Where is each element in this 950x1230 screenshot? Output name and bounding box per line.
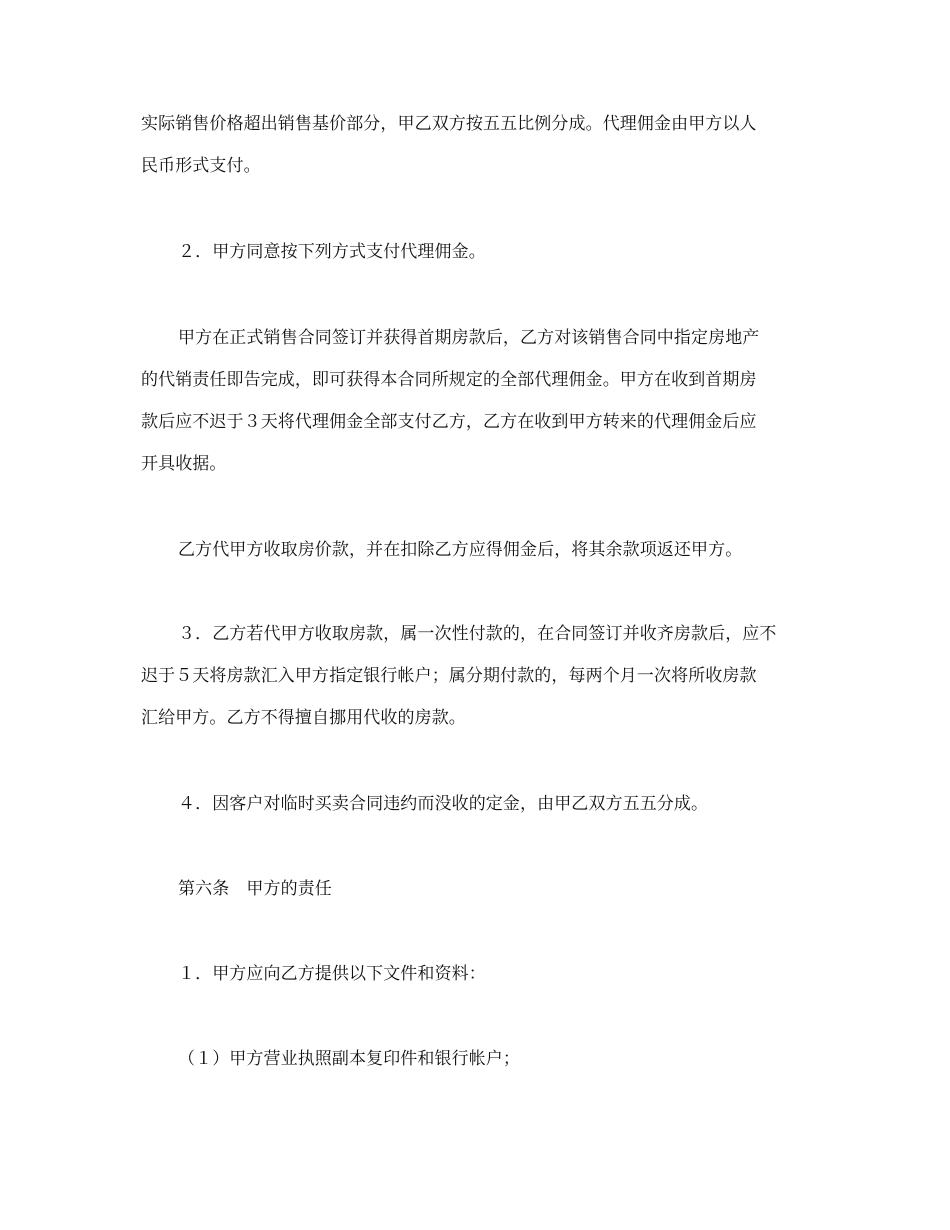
paragraph-3-line-4: 开具收据。 xyxy=(141,454,227,474)
paragraph-9-line-1: （１）甲方营业执照副本复印件和银行帐户； xyxy=(178,1049,520,1069)
paragraph-5-line-2: 迟于５天将房款汇入甲方指定银行帐户；属分期付款的，每两个月一次将所收房款 xyxy=(141,666,757,686)
paragraph-3-line-3: 款后应不迟于３天将代理佣金全部支付乙方，乙方在收到甲方转来的代理佣金后应 xyxy=(141,412,757,432)
paragraph-1-line-1: 实际销售价格超出销售基价部分，甲乙双方按五五比例分成。代理佣金由甲方以人 xyxy=(141,114,757,134)
paragraph-2-line-1: ２．甲方同意按下列方式支付代理佣金。 xyxy=(178,242,486,262)
paragraph-4-line-1: 乙方代甲方收取房价款，并在扣除乙方应得佣金后，将其余款项返还甲方。 xyxy=(178,540,743,560)
section-heading-article-6: 第六条 甲方的责任 xyxy=(178,879,332,899)
paragraph-5-line-1: ３．乙方若代甲方收取房款，属一次性付款的，在合同签订并收齐房款后，应不 xyxy=(178,624,777,644)
paragraph-1-line-2: 民币形式支付。 xyxy=(141,156,261,176)
paragraph-8-line-1: １．甲方应向乙方提供以下文件和资料： xyxy=(178,964,486,984)
paragraph-3-line-1: 甲方在正式销售合同签订并获得首期房款后，乙方对该销售合同中指定房地产 xyxy=(178,328,760,348)
paragraph-5-line-3: 汇给甲方。乙方不得擅自挪用代收的房款。 xyxy=(141,708,466,728)
paragraph-6-line-1: ４．因客户对临时买卖合同违约而没收的定金，由甲乙双方五五分成。 xyxy=(178,794,709,814)
paragraph-3-line-2: 的代销责任即告完成，即可获得本合同所规定的全部代理佣金。甲方在收到首期房 xyxy=(141,370,757,390)
